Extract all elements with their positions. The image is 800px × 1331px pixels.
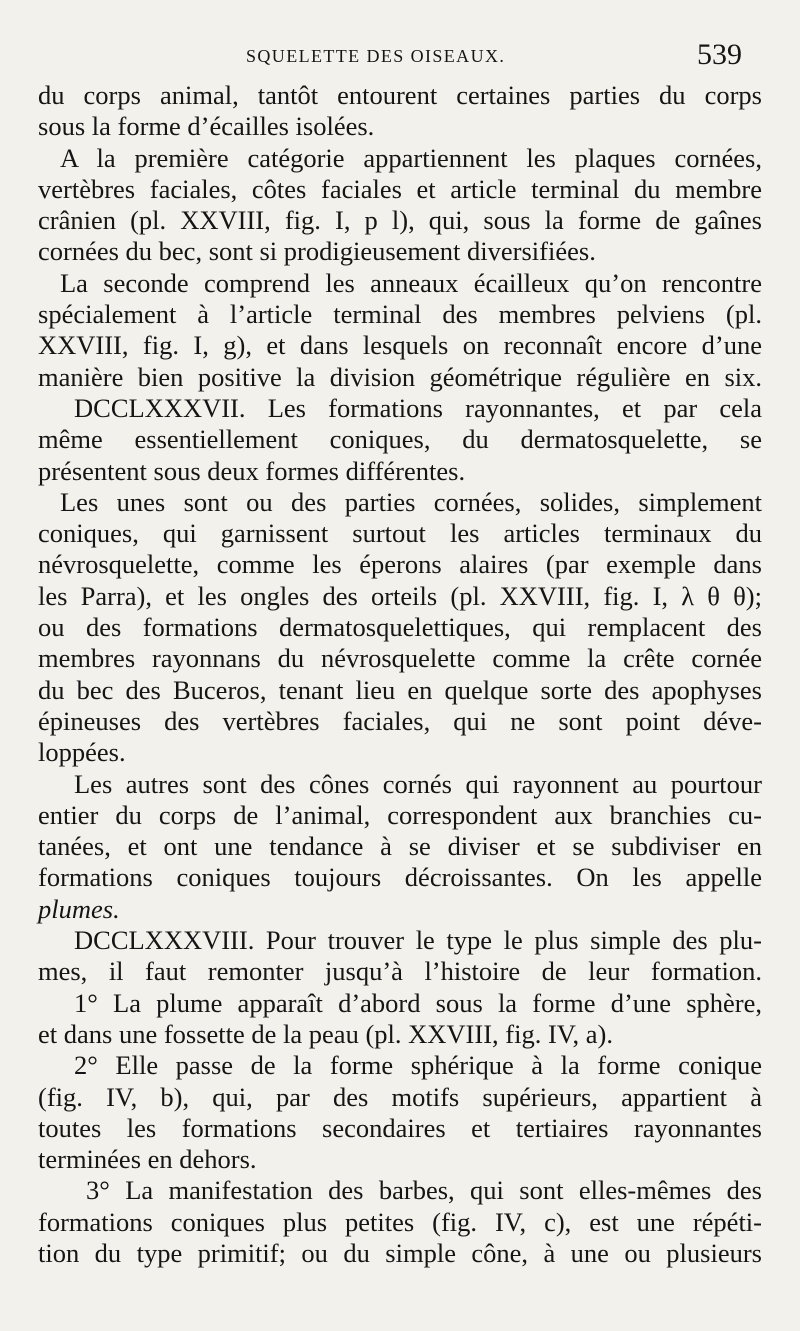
- text-line: névrosquelette, comme les éperons alaires (par exemple dans: [38, 549, 762, 580]
- text-line: sous la forme d’écailles isolées.: [38, 111, 375, 142]
- text-line: crânien (pl. XXVIII, fig. I, p l), qui, sous la forme de gaînes: [38, 205, 762, 236]
- text-line: 2° Elle passe de la forme sphérique à la forme conique: [74, 1050, 762, 1081]
- text-line: épineuses des vertèbres faciales, qui ne sont point déve-: [38, 705, 762, 736]
- running-title: SQUELETTE DES OISEAUX.: [246, 46, 506, 66]
- text-line: Les unes sont ou des parties cornées, solides, simplement: [60, 486, 762, 517]
- body-text: [38, 80, 762, 1269]
- text-line: entier du corps de l’animal, correspondent aux branchies cu-: [38, 799, 762, 830]
- text-line: tion du type primitif; ou du simple cône, à une ou plusieurs: [38, 1237, 762, 1268]
- text-line: Les autres sont des cônes cornés qui rayonnent au pourtour: [74, 768, 762, 799]
- text-line: cornées du bec, sont si prodigieusement diversifiées.: [38, 236, 596, 267]
- text-line: formations coniques plus petites (fig. IV, c), est une répéti-: [38, 1206, 762, 1237]
- text-line: manière bien positive la division géométrique régulière en six.: [38, 361, 762, 392]
- text-line: plumes.: [38, 893, 120, 924]
- text-line: terminées en dehors.: [38, 1144, 257, 1175]
- text-line: XXVIII, fig. I, g), et dans lesquels on reconnaît encore d’une: [38, 330, 762, 361]
- text-line: 3° La manifestation des barbes, qui sont elles-mêmes des: [86, 1175, 762, 1206]
- text-line: toutes les formations secondaires et tertiaires rayonnantes: [38, 1112, 762, 1143]
- text-line: DCCLXXXVIII. Pour trouver le type le plus simple des plu-: [74, 925, 762, 956]
- text-line: ou des formations dermatosquelettiques, qui remplacent des: [38, 612, 762, 643]
- page-header: [0, 36, 800, 84]
- text-line: présentent sous deux formes différentes.: [38, 455, 466, 486]
- text-line: et dans une fossette de la peau (pl. XXVIII, fig. IV, a).: [38, 1018, 613, 1049]
- text-line: 1° La plume apparaît d’abord sous la forme d’une sphère,: [74, 987, 762, 1018]
- text-line: La seconde comprend les anneaux écailleux qu’on rencontre: [60, 267, 762, 298]
- text-line: A la première catégorie appartiennent les plaques cornées,: [60, 142, 762, 173]
- text-line: tanées, et ont une tendance à se diviser et se subdiviser en: [38, 831, 762, 862]
- text-line: mes, il faut remonter jusqu’à l’histoire de leur formation.: [38, 956, 762, 987]
- text-line: coniques, qui garnissent surtout les articles terminaux du: [38, 518, 762, 549]
- text-line: formations coniques toujours décroissantes. On les appelle: [38, 862, 762, 893]
- text-line: DCCLXXXVII. Les formations rayonnantes, et par cela: [74, 392, 762, 423]
- text-line: vertèbres faciales, côtes faciales et article terminal du membre: [38, 173, 762, 204]
- text-line: du bec des Buceros, tenant lieu en quelque sorte des apophyses: [38, 674, 762, 705]
- text-line: loppées.: [38, 737, 126, 768]
- text-line: (fig. IV, b), qui, par des motifs supérieurs, appartient à: [38, 1081, 762, 1112]
- text-line: les Parra), et les ongles des orteils (pl. XXVIII, fig. I, λ θ θ);: [38, 580, 762, 611]
- text-line: du corps animal, tantôt entourent certaines parties du corps: [38, 80, 762, 110]
- text-line: même essentiellement coniques, du dermatosquelette, se: [38, 424, 762, 455]
- text-line: spécialement à l’article terminal des membres pelviens (pl.: [38, 299, 762, 330]
- page-number: 539: [697, 38, 742, 71]
- text-line: membres rayonnans du névrosquelette comme la crête cornée: [38, 643, 762, 674]
